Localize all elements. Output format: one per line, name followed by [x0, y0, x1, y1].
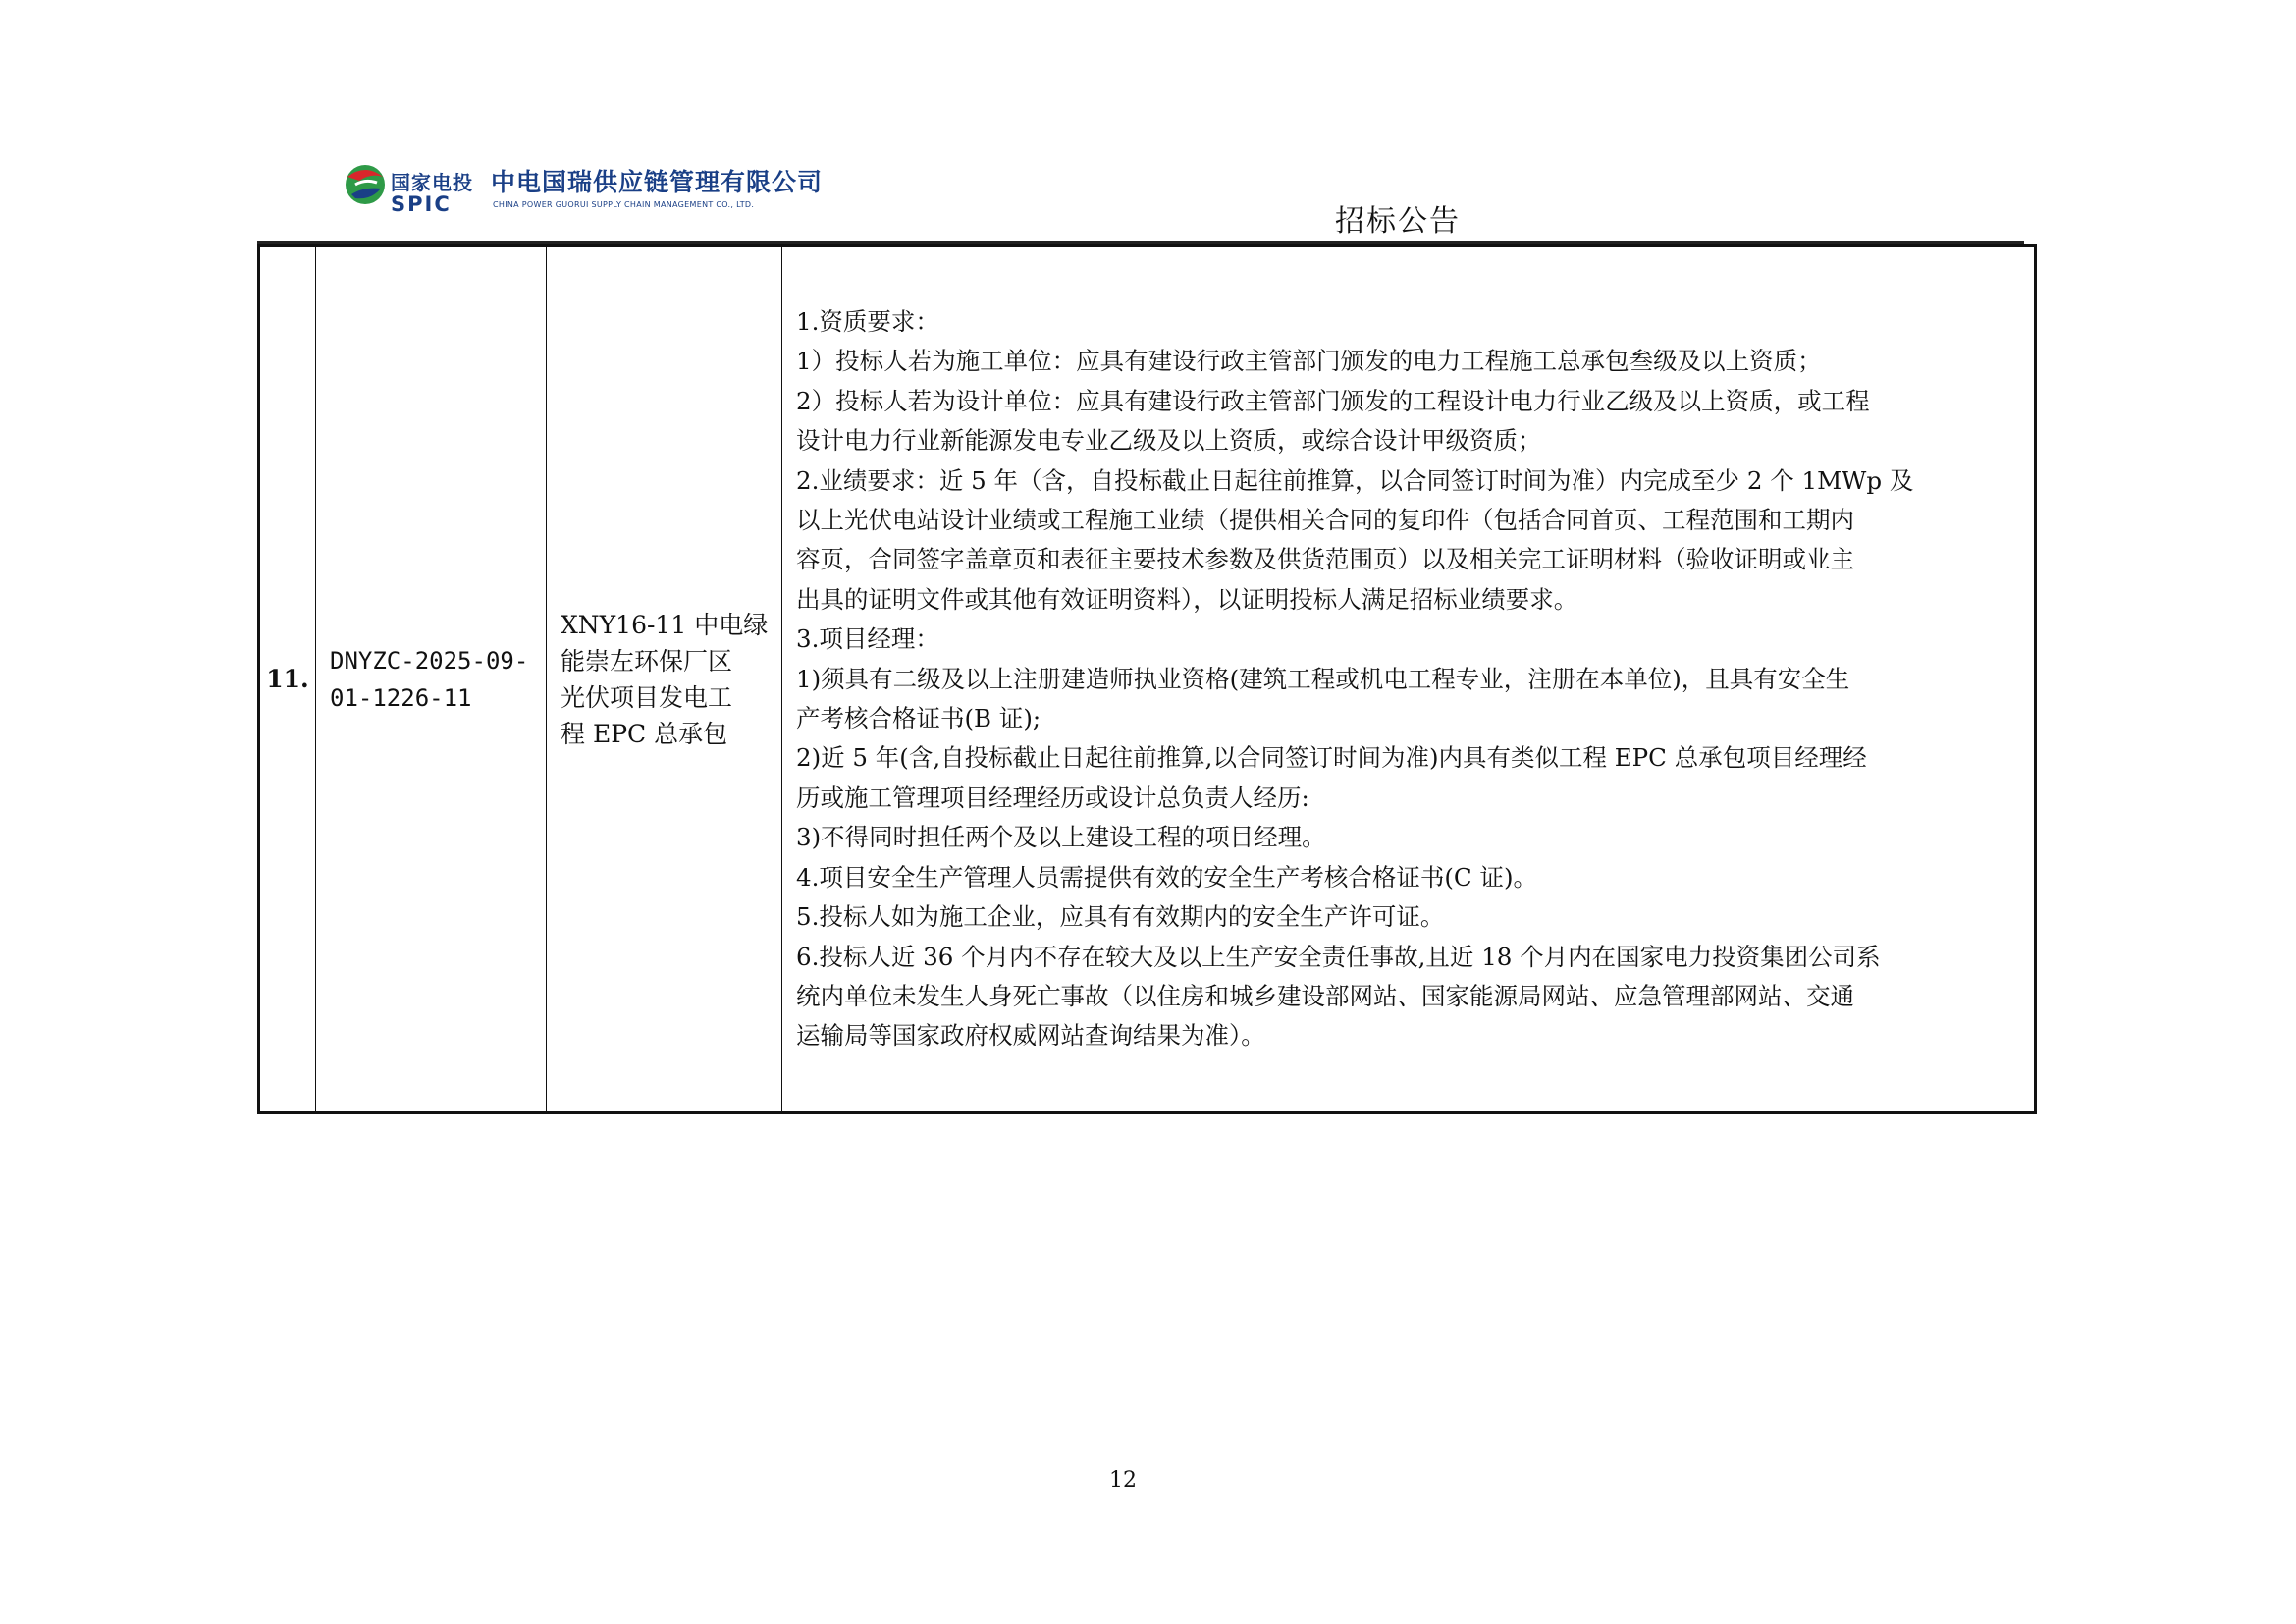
requirements-cell	[782, 246, 2036, 1113]
requirement-line: 出具的证明文件或其他有效证明资料），以证明投标人满足招标业绩要求。	[796, 584, 1578, 614]
package-name	[547, 246, 782, 1113]
requirement-line: 历或施工管理项目经理经历或设计总负责人经历:	[796, 783, 1309, 812]
requirement-line: 2）投标人若为设计单位：应具有建设行政主管部门颁发的工程设计电力行业乙级及以上资质，或工程	[796, 386, 1870, 415]
package-code	[316, 246, 547, 1113]
requirement-line: 运输局等国家政府权威网站查询结果为准）。	[796, 1021, 1265, 1051]
package-name-line: XNY16-11 中电绿	[561, 610, 769, 639]
company-name-cn: 中电国瑞供应链管理有限公司	[491, 168, 824, 196]
company-logo	[342, 159, 852, 220]
header-divider	[257, 241, 2024, 244]
logo-brand-en: SPIC	[391, 192, 452, 216]
logo-brand-cn: 国家电投	[391, 171, 473, 194]
package-name-line: 光伏项目发电工	[561, 682, 733, 712]
requirement-line: 2)近 5 年(含,自投标截止日起往前推算,以合同签订时间为准)内具有类似工程 EPC 总承包项目经理经	[796, 743, 1867, 773]
requirement-line: 统内单位未发生人身死亡事故（以住房和城乡建设部网站、国家能源局网站、应急管理部网站、交通	[796, 981, 1854, 1010]
requirement-line: 3.项目经理：	[796, 624, 939, 654]
page-title: 招标公告	[1335, 204, 1461, 239]
requirement-line: 1)须具有二级及以上注册建造师执业资格(建筑工程或机电工程专业，注册在本单位)，且具有安全生	[796, 664, 1850, 693]
company-name-en: CHINA POWER GUORUI SUPPLY CHAIN MANAGEMENT CO., LTD.	[493, 200, 755, 209]
page-number: 12	[1109, 1468, 1137, 1492]
requirement-line: 以上光伏电站设计业绩或工程施工业绩（提供相关合同的复印件（包括合同首页、工程范围和工期内	[796, 506, 1854, 535]
package-name-line: 程 EPC 总承包	[561, 719, 728, 748]
requirement-line: 产考核合格证书(B 证);	[796, 704, 1041, 733]
table-row	[259, 246, 2036, 1113]
bid-package-table	[257, 244, 2037, 1114]
requirement-line: 1.资质要求：	[796, 307, 939, 336]
requirement-line: 6.投标人近 36 个月内不存在较大及以上生产安全责任事故,且近 18 个月内在国家电力投资集团公司系	[796, 942, 1881, 971]
requirement-line: 1）投标人若为施工单位：应具有建设行政主管部门颁发的电力工程施工总承包叁级及以上资质；	[796, 347, 1822, 376]
requirement-line: 3)不得同时担任两个及以上建设工程的项目经理。	[796, 823, 1326, 852]
package-name-line: 能崇左环保厂区	[561, 646, 733, 676]
requirement-line: 4.项目安全生产管理人员需提供有效的安全生产考核合格证书(C 证)。	[796, 862, 1538, 892]
package-code-line: DNYZC-2025-09-	[330, 646, 529, 675]
row-number: 11.	[259, 246, 316, 1113]
package-code-line: 01-1226-11	[330, 683, 472, 712]
requirement-line: 5.投标人如为施工企业，应具有有效期内的安全生产许可证。	[796, 902, 1445, 932]
requirement-line: 2.业绩要求：近 5 年（含，自投标截止日起往前推算，以合同签订时间为准）内完成至少 2 个 1MWp 及	[796, 465, 1914, 495]
requirement-line: 设计电力行业新能源发电专业乙级及以上资质，或综合设计甲级资质；	[796, 426, 1542, 456]
requirement-line: 容页，合同签字盖章页和表征主要技术参数及供货范围页）以及相关完工证明材料（验收证明或业主	[796, 545, 1854, 574]
spic-logo-icon	[342, 159, 389, 210]
